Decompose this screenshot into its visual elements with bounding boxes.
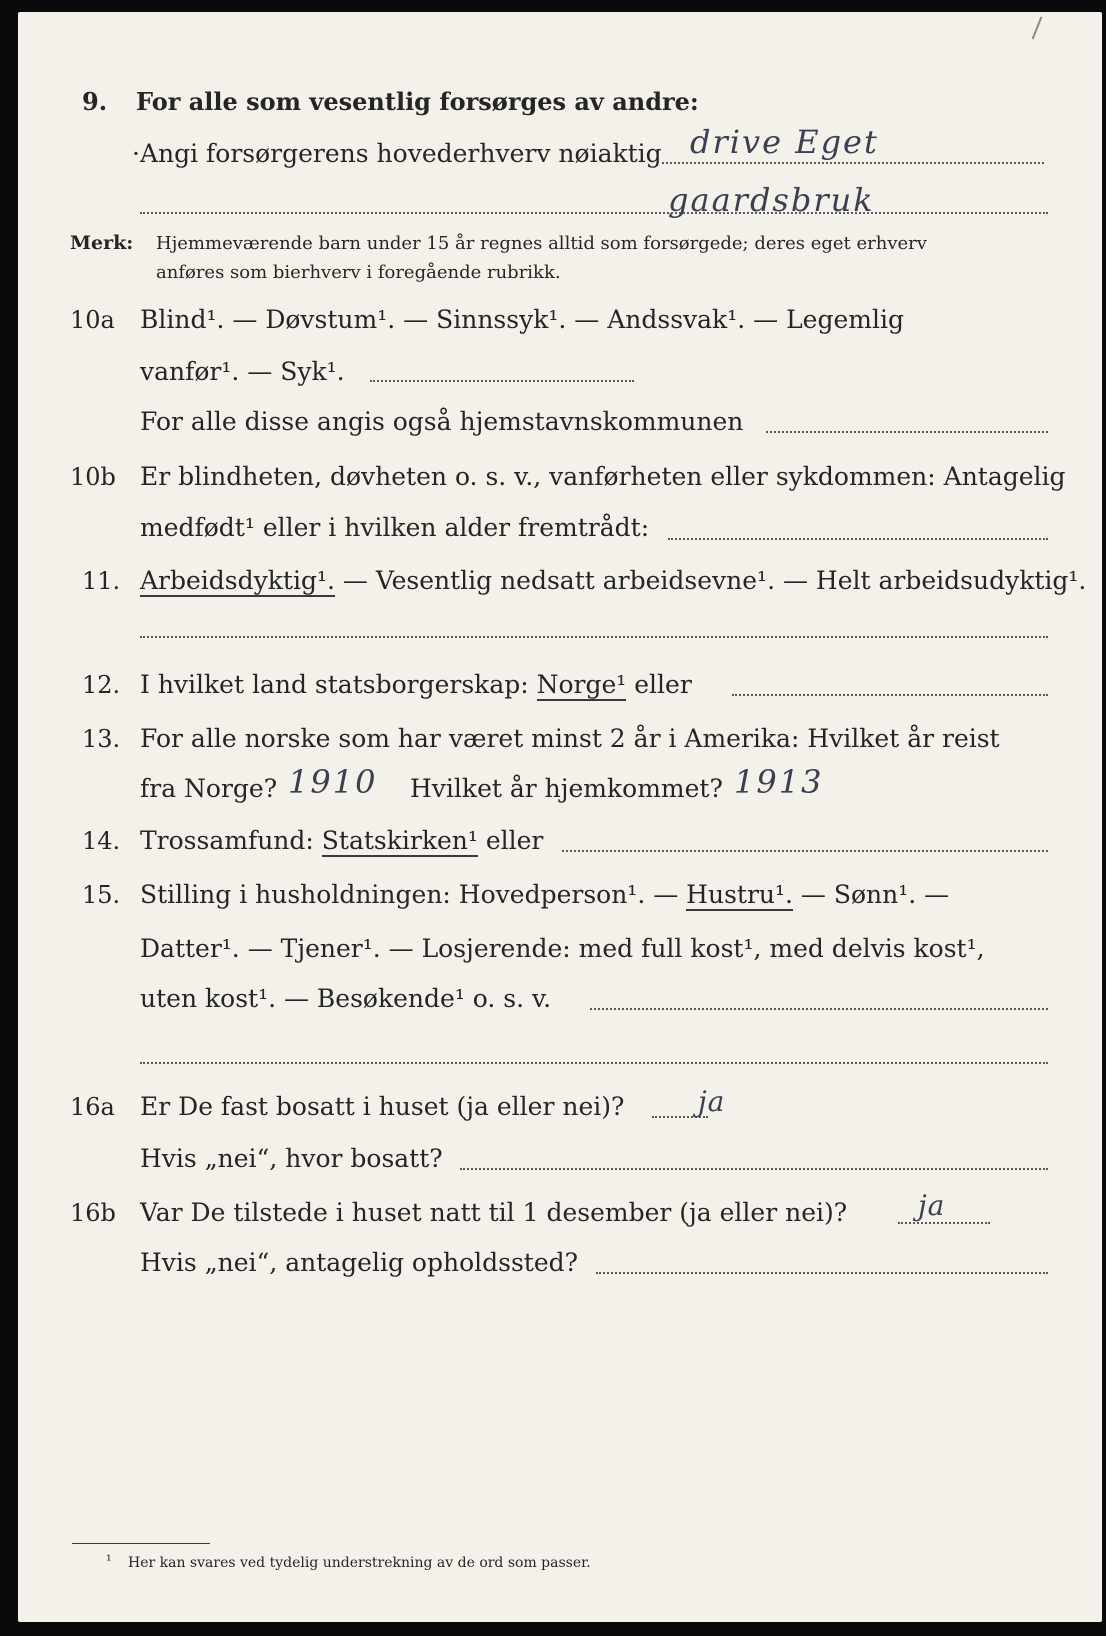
- note-text: Hjemmeværende barn under 15 år regnes alltid som forsørgede; deres eget erhverv: [156, 233, 927, 254]
- answer-line: [460, 1168, 1048, 1170]
- underlined-choice[interactable]: Norge¹: [536, 670, 627, 699]
- section-15-number: 15.: [82, 881, 121, 909]
- section-11-text: Arbeidsdyktig¹. — Vesentlig nedsatt arbeidsevne¹. — Helt arbeidsudyktig¹.: [140, 566, 1087, 595]
- section-9-question: ·Angi forsørgerens hovederhverv nøiaktig: [132, 139, 662, 168]
- section-12-number: 12.: [82, 671, 121, 699]
- handwritten-answer[interactable]: 1913: [734, 763, 824, 801]
- section-15-text: Stilling i husholdningen: Hovedperson¹. — Hustru¹. — Sønn¹. —: [140, 880, 950, 909]
- footnote-mark: ¹: [106, 1553, 112, 1569]
- section-13-number: 13.: [82, 725, 121, 753]
- underlined-choice[interactable]: Hustru¹.: [686, 880, 793, 909]
- section-9-title: For alle som vesentlig forsørges av andre:: [136, 87, 699, 116]
- handwritten-answer[interactable]: ja: [918, 1189, 946, 1222]
- section-13-question: Hvilket år hjemkommet?: [410, 774, 723, 803]
- footnote-rule: [72, 1543, 210, 1544]
- section-15-text: Datter¹. — Tjener¹. — Losjerende: med full kost¹, med delvis kost¹,: [140, 934, 985, 963]
- section-16a-number: 16a: [70, 1093, 115, 1121]
- section-14-text: Trossamfund: Statskirken¹ eller: [140, 826, 544, 855]
- section-9-number: 9.: [82, 87, 108, 116]
- note-text: anføres som bierhverv i foregående rubrikk.: [156, 262, 561, 283]
- underlined-choice[interactable]: Arbeidsdyktig¹.: [140, 566, 335, 595]
- footnote-text: Her kan svares ved tydelig understrekning av de ord som passer.: [128, 1555, 591, 1571]
- section-10b-text: medfødt¹ eller i hvilken alder fremtrådt:: [140, 513, 650, 542]
- section-10a-text: vanfør¹. — Syk¹.: [140, 357, 345, 386]
- section-11-number: 11.: [82, 567, 121, 595]
- section-16a-question: Hvis „nei“, hvor bosatt?: [140, 1144, 443, 1173]
- handwritten-answer[interactable]: 1910: [288, 763, 378, 801]
- answer-line: [596, 1272, 1048, 1274]
- section-10b-text: Er blindheten, døvheten o. s. v., vanførheten eller sykdommen: Antagelig: [140, 462, 1066, 491]
- answer-line: [562, 850, 1048, 852]
- section-13-text: For alle norske som har været minst 2 år i Amerika: Hvilket år reist: [140, 724, 1000, 753]
- answer-line: [140, 212, 1048, 214]
- answer-line: [668, 538, 1048, 540]
- handwritten-answer[interactable]: gaardsbruk: [668, 181, 875, 219]
- answer-line: [370, 380, 634, 382]
- section-13-question: fra Norge?: [140, 774, 278, 803]
- answer-line: [590, 1008, 1048, 1010]
- section-15-text: uten kost¹. — Besøkende¹ o. s. v.: [140, 984, 552, 1013]
- underlined-choice[interactable]: Statskirken¹: [321, 826, 478, 855]
- answer-line: [766, 431, 1048, 433]
- answer-line: [732, 694, 1048, 696]
- section-14-number: 14.: [82, 827, 121, 855]
- section-16b-question: Var De tilstede i huset natt til 1 desember (ja eller nei)?: [140, 1198, 848, 1227]
- handwritten-answer[interactable]: ja: [698, 1085, 726, 1118]
- section-16b-question: Hvis „nei“, antagelig opholdssted?: [140, 1248, 579, 1277]
- answer-line: [662, 162, 1044, 164]
- answer-line: [140, 1062, 1048, 1064]
- answer-line: [140, 636, 1048, 638]
- section-10a-text: For alle disse angis også hjemstavnskommunen: [140, 407, 744, 436]
- section-16a-question: Er De fast bosatt i huset (ja eller nei)?: [140, 1092, 625, 1121]
- note-label: Merk:: [70, 232, 134, 254]
- section-16b-number: 16b: [70, 1199, 116, 1227]
- section-10a-number: 10a: [70, 306, 115, 334]
- handwritten-answer[interactable]: drive Eget: [690, 123, 879, 161]
- section-10a-text: Blind¹. — Døvstum¹. — Sinnssyk¹. — Andssvak¹. — Legemlig: [140, 305, 904, 334]
- section-12-text: I hvilket land statsborgerskap: Norge¹ eller: [140, 670, 692, 699]
- section-10b-number: 10b: [70, 463, 116, 491]
